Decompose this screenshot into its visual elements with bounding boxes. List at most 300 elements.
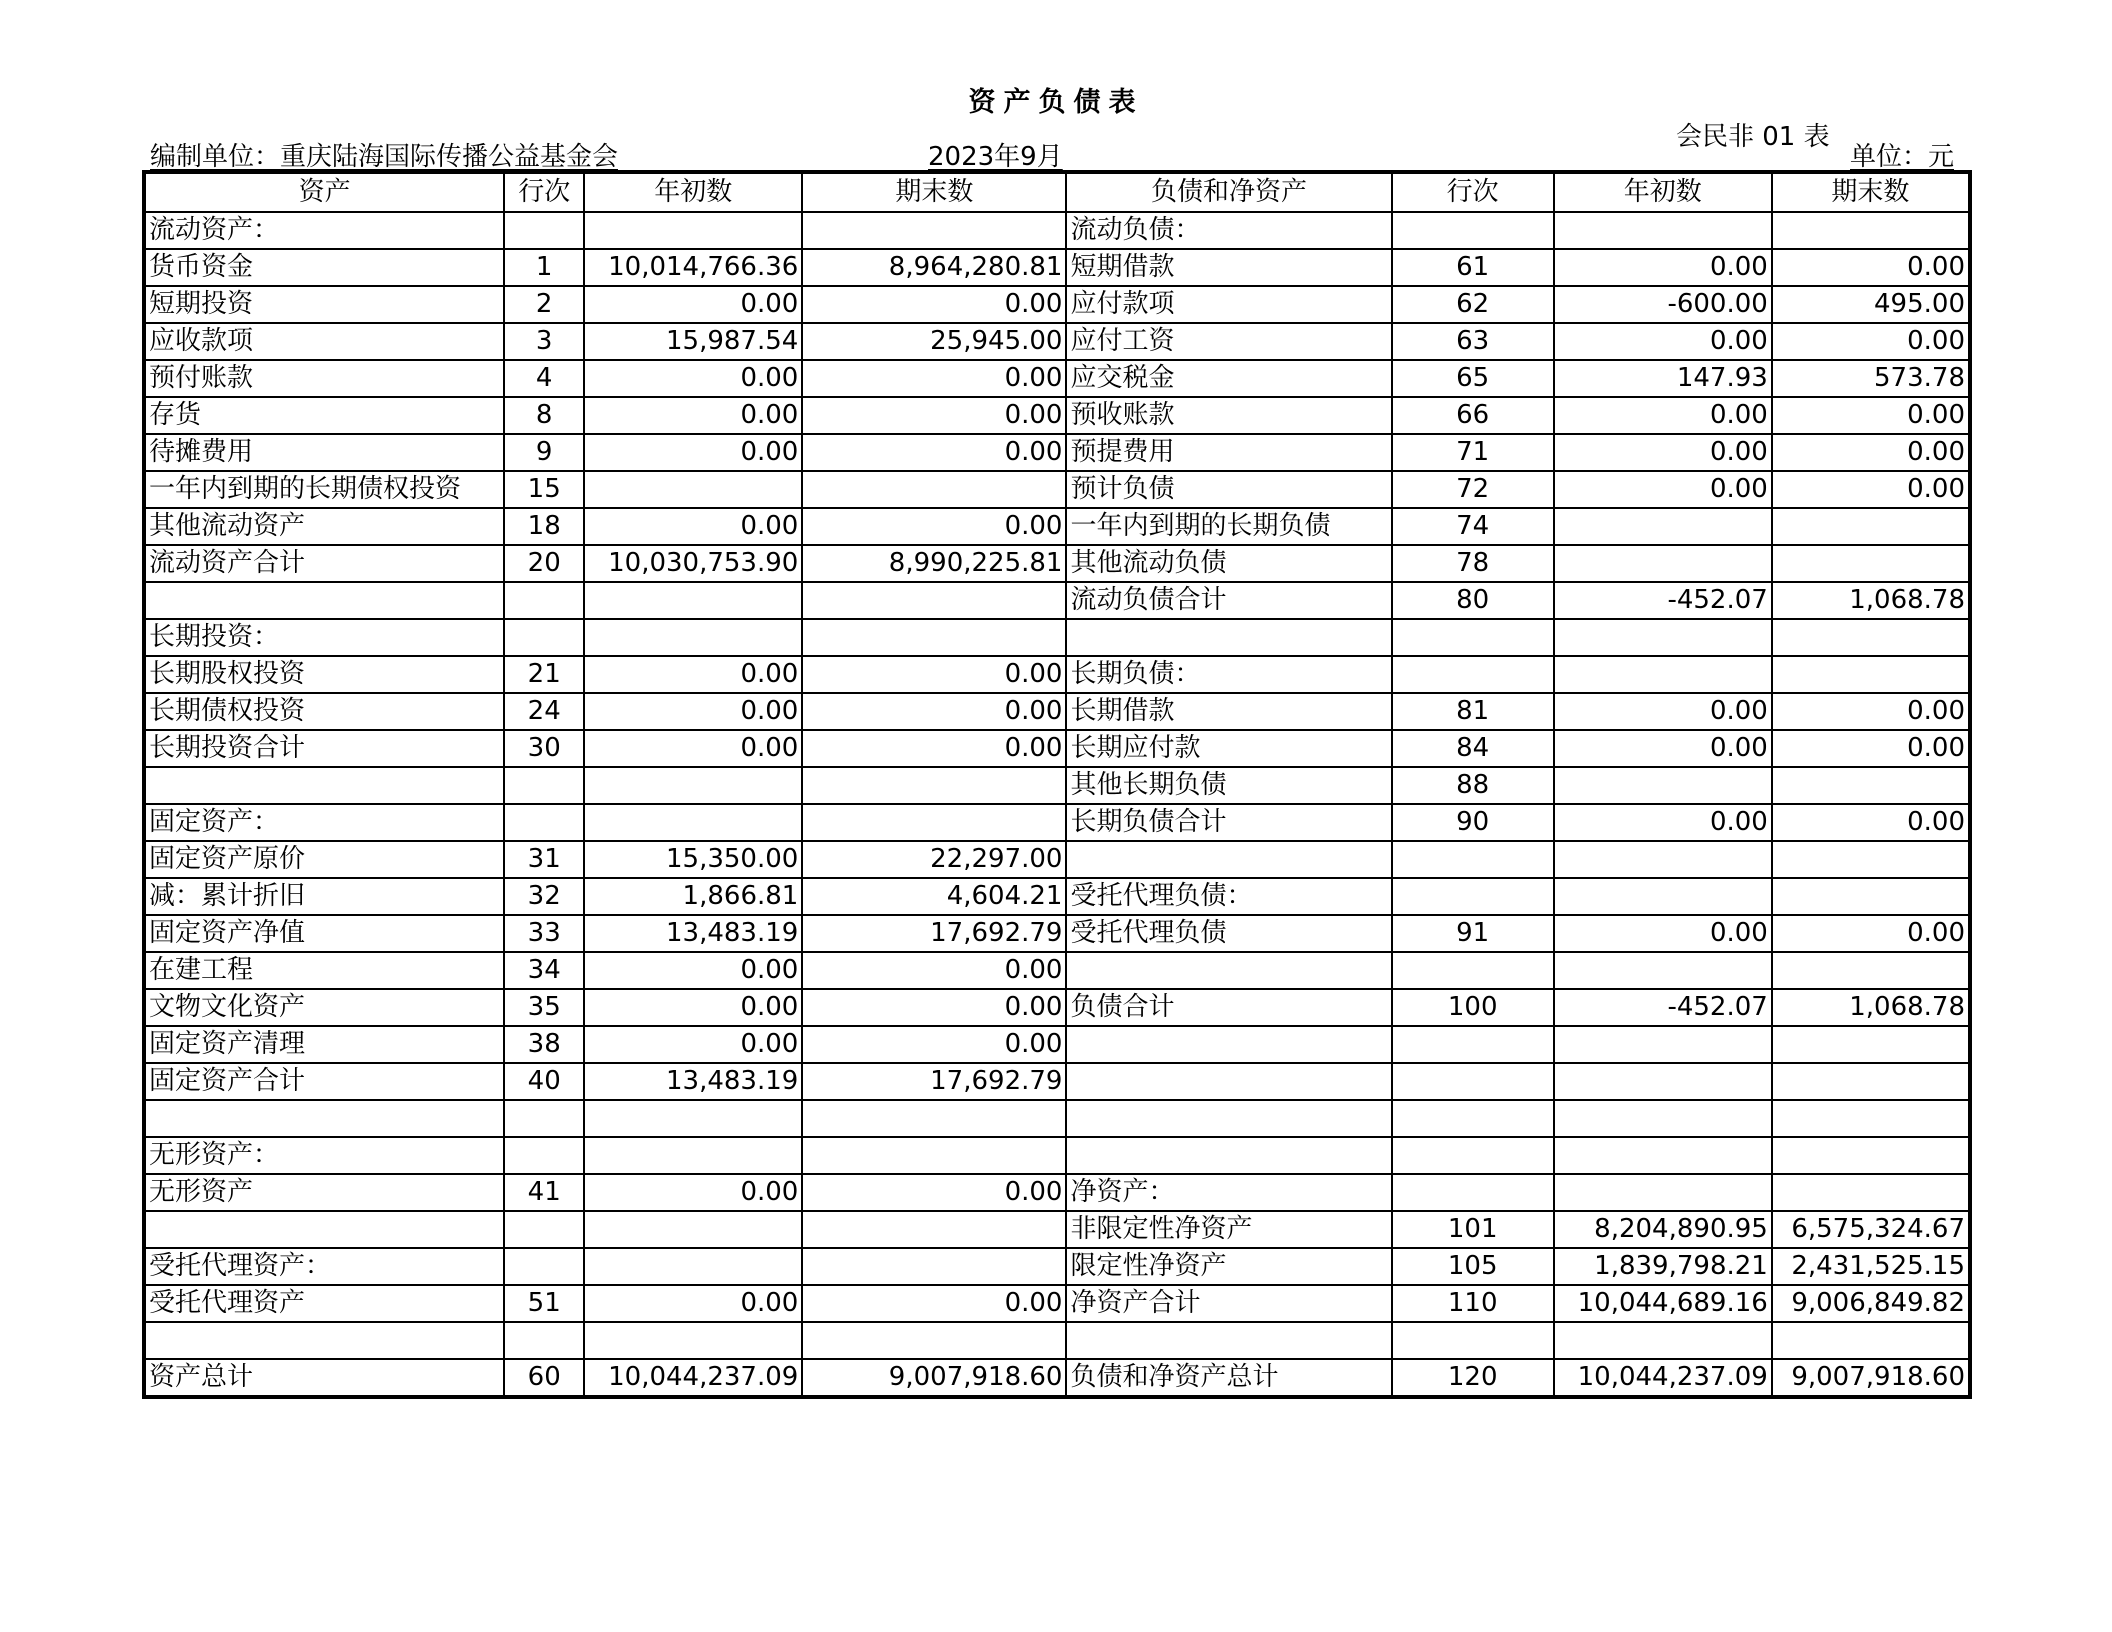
liability-name: 应交税金: [1066, 360, 1391, 397]
liability-line-no: [1392, 952, 1554, 989]
asset-begin-value: 10,014,766.36: [584, 249, 802, 286]
liability-line-no: 80: [1392, 582, 1554, 619]
table-row: [144, 1174, 1970, 1211]
table-row: [144, 915, 1970, 952]
liability-end-value: [1772, 1137, 1970, 1174]
asset-name: 固定资产原价: [144, 841, 504, 878]
asset-name: 受托代理资产: [144, 1285, 504, 1322]
liability-name: 其他长期负债: [1066, 767, 1391, 804]
table-row: [144, 360, 1970, 397]
asset-name: 长期投资合计: [144, 730, 504, 767]
liability-end-value: 0.00: [1772, 915, 1970, 952]
asset-begin-value: [584, 471, 802, 508]
asset-end-value: [802, 804, 1066, 841]
asset-line-no: 41: [504, 1174, 584, 1211]
asset-name: 固定资产合计: [144, 1063, 504, 1100]
liability-line-no: 120: [1392, 1359, 1554, 1397]
asset-line-no: [504, 1211, 584, 1248]
asset-end-value: [802, 619, 1066, 656]
asset-name: 其他流动资产: [144, 508, 504, 545]
liability-line-no: [1392, 1026, 1554, 1063]
liability-end-value: 6,575,324.67: [1772, 1211, 1970, 1248]
asset-end-value: 0.00: [802, 989, 1066, 1026]
liability-end-value: 0.00: [1772, 471, 1970, 508]
table-row: [144, 804, 1970, 841]
liability-end-value: 9,006,849.82: [1772, 1285, 1970, 1322]
asset-end-value: [802, 1248, 1066, 1285]
table-row: [144, 989, 1970, 1026]
table-row: [144, 212, 1970, 249]
liability-end-value: [1772, 1174, 1970, 1211]
liability-name: 负债和净资产总计: [1066, 1359, 1391, 1397]
liability-name: [1066, 619, 1391, 656]
balance-sheet-table: [142, 170, 1972, 1399]
liability-begin-value: 10,044,237.09: [1554, 1359, 1772, 1397]
liability-name: 短期借款: [1066, 249, 1391, 286]
liability-name: 长期负债合计: [1066, 804, 1391, 841]
asset-line-no: [504, 767, 584, 804]
asset-line-no: 15: [504, 471, 584, 508]
asset-begin-value: 0.00: [584, 360, 802, 397]
table-row: [144, 545, 1970, 582]
liability-name: 流动负债合计: [1066, 582, 1391, 619]
liability-begin-value: 1,839,798.21: [1554, 1248, 1772, 1285]
asset-begin-value: 10,044,237.09: [584, 1359, 802, 1397]
asset-begin-value: [584, 1322, 802, 1359]
header-row: [144, 172, 1970, 212]
liability-end-value: 0.00: [1772, 323, 1970, 360]
liability-line-no: [1392, 656, 1554, 693]
liability-name: 预计负债: [1066, 471, 1391, 508]
liability-line-no: 101: [1392, 1211, 1554, 1248]
liability-begin-value: 0.00: [1554, 915, 1772, 952]
asset-line-no: 51: [504, 1285, 584, 1322]
liability-line-no: 88: [1392, 767, 1554, 804]
liability-begin-value: 0.00: [1554, 730, 1772, 767]
asset-name: [144, 767, 504, 804]
liability-end-value: [1772, 508, 1970, 545]
table-row: [144, 397, 1970, 434]
asset-begin-value: 0.00: [584, 952, 802, 989]
asset-name: 存货: [144, 397, 504, 434]
asset-end-value: 0.00: [802, 1285, 1066, 1322]
liability-line-no: 105: [1392, 1248, 1554, 1285]
asset-name: 流动资产：: [144, 212, 504, 249]
liability-line-no: 81: [1392, 693, 1554, 730]
liability-end-value: [1772, 619, 1970, 656]
table-row: [144, 952, 1970, 989]
liability-name: [1066, 841, 1391, 878]
asset-name: 长期投资：: [144, 619, 504, 656]
liability-line-no: 91: [1392, 915, 1554, 952]
liability-begin-value: 0.00: [1554, 693, 1772, 730]
liability-line-no: 78: [1392, 545, 1554, 582]
liability-line-no: 110: [1392, 1285, 1554, 1322]
liability-line-no: [1392, 619, 1554, 656]
table-row: [144, 582, 1970, 619]
liability-begin-value: [1554, 767, 1772, 804]
asset-begin-value: [584, 767, 802, 804]
liability-line-no: 61: [1392, 249, 1554, 286]
liability-name: 流动负债：: [1066, 212, 1391, 249]
table-row: [144, 1211, 1970, 1248]
asset-begin-value: 0.00: [584, 693, 802, 730]
asset-end-value: 0.00: [802, 397, 1066, 434]
liability-line-no: 65: [1392, 360, 1554, 397]
col-header-begin-2: 年初数: [1554, 172, 1772, 212]
asset-begin-value: 15,350.00: [584, 841, 802, 878]
asset-name: 受托代理资产：: [144, 1248, 504, 1285]
asset-name: [144, 582, 504, 619]
col-header-end-2: 期末数: [1772, 172, 1970, 212]
asset-line-no: 21: [504, 656, 584, 693]
liability-line-no: [1392, 841, 1554, 878]
liability-line-no: 84: [1392, 730, 1554, 767]
liability-name: 预提费用: [1066, 434, 1391, 471]
form-number: 会民非 01 表: [1676, 122, 1830, 152]
table-row: [144, 249, 1970, 286]
asset-end-value: 0.00: [802, 952, 1066, 989]
liability-line-no: [1392, 1322, 1554, 1359]
asset-line-no: 32: [504, 878, 584, 915]
asset-line-no: 4: [504, 360, 584, 397]
liability-line-no: 66: [1392, 397, 1554, 434]
liability-line-no: 100: [1392, 989, 1554, 1026]
liability-begin-value: 10,044,689.16: [1554, 1285, 1772, 1322]
asset-end-value: [802, 1137, 1066, 1174]
liability-name: [1066, 1137, 1391, 1174]
liability-end-value: 0.00: [1772, 249, 1970, 286]
liability-line-no: [1392, 878, 1554, 915]
asset-begin-value: 0.00: [584, 1285, 802, 1322]
liability-begin-value: [1554, 545, 1772, 582]
col-header-line-2: 行次: [1392, 172, 1554, 212]
asset-name: 无形资产：: [144, 1137, 504, 1174]
table-row: [144, 1100, 1970, 1137]
table-row: [144, 1248, 1970, 1285]
liability-end-value: 2,431,525.15: [1772, 1248, 1970, 1285]
asset-begin-value: [584, 1211, 802, 1248]
liability-begin-value: -452.07: [1554, 582, 1772, 619]
asset-end-value: 17,692.79: [802, 915, 1066, 952]
col-header-asset: 资产: [144, 172, 504, 212]
liability-end-value: 1,068.78: [1772, 989, 1970, 1026]
asset-name: 无形资产: [144, 1174, 504, 1211]
table-row: [144, 878, 1970, 915]
asset-begin-value: 0.00: [584, 656, 802, 693]
table-row: [144, 508, 1970, 545]
liability-line-no: 72: [1392, 471, 1554, 508]
asset-line-no: 8: [504, 397, 584, 434]
asset-line-no: 9: [504, 434, 584, 471]
asset-line-no: 18: [504, 508, 584, 545]
liability-begin-value: [1554, 952, 1772, 989]
col-header-liabilities: 负债和净资产: [1066, 172, 1391, 212]
report-period: 2023年9月: [928, 142, 1063, 172]
asset-end-value: 0.00: [802, 693, 1066, 730]
asset-end-value: 0.00: [802, 730, 1066, 767]
liability-name: 受托代理负债：: [1066, 878, 1391, 915]
asset-line-no: [504, 804, 584, 841]
asset-begin-value: 0.00: [584, 397, 802, 434]
table-row: [144, 286, 1970, 323]
asset-name: 固定资产清理: [144, 1026, 504, 1063]
asset-begin-value: [584, 582, 802, 619]
liability-end-value: [1772, 878, 1970, 915]
asset-end-value: [802, 471, 1066, 508]
liability-name: 非限定性净资产: [1066, 1211, 1391, 1248]
asset-name: 预付账款: [144, 360, 504, 397]
asset-line-no: 33: [504, 915, 584, 952]
asset-line-no: 31: [504, 841, 584, 878]
liability-name: 应付款项: [1066, 286, 1391, 323]
asset-end-value: 8,964,280.81: [802, 249, 1066, 286]
liability-line-no: [1392, 1174, 1554, 1211]
liability-begin-value: [1554, 1026, 1772, 1063]
liability-name: [1066, 1100, 1391, 1137]
asset-end-value: [802, 1100, 1066, 1137]
liability-name: 长期借款: [1066, 693, 1391, 730]
liability-end-value: 9,007,918.60: [1772, 1359, 1970, 1397]
liability-end-value: 0.00: [1772, 730, 1970, 767]
asset-line-no: [504, 1322, 584, 1359]
liability-name: 限定性净资产: [1066, 1248, 1391, 1285]
table-row: [144, 693, 1970, 730]
asset-name: 流动资产合计: [144, 545, 504, 582]
asset-begin-value: 13,483.19: [584, 915, 802, 952]
liability-begin-value: [1554, 656, 1772, 693]
asset-line-no: 20: [504, 545, 584, 582]
asset-name: 文物文化资产: [144, 989, 504, 1026]
asset-end-value: [802, 767, 1066, 804]
asset-end-value: 0.00: [802, 656, 1066, 693]
liability-name: [1066, 1063, 1391, 1100]
liability-begin-value: 0.00: [1554, 434, 1772, 471]
table-row: [144, 434, 1970, 471]
table-row: [144, 1137, 1970, 1174]
liability-end-value: [1772, 1100, 1970, 1137]
asset-end-value: [802, 582, 1066, 619]
asset-begin-value: [584, 212, 802, 249]
asset-name: 固定资产净值: [144, 915, 504, 952]
liability-begin-value: [1554, 1137, 1772, 1174]
liability-name: 净资产：: [1066, 1174, 1391, 1211]
liability-begin-value: 0.00: [1554, 397, 1772, 434]
asset-line-no: 3: [504, 323, 584, 360]
asset-line-no: 38: [504, 1026, 584, 1063]
asset-line-no: 34: [504, 952, 584, 989]
asset-name: [144, 1211, 504, 1248]
asset-begin-value: [584, 1248, 802, 1285]
asset-end-value: 0.00: [802, 1174, 1066, 1211]
asset-begin-value: 13,483.19: [584, 1063, 802, 1100]
liability-begin-value: 147.93: [1554, 360, 1772, 397]
liability-begin-value: 0.00: [1554, 249, 1772, 286]
asset-line-no: [504, 212, 584, 249]
liability-end-value: 1,068.78: [1772, 582, 1970, 619]
asset-end-value: [802, 1211, 1066, 1248]
liability-name: [1066, 1322, 1391, 1359]
asset-end-value: 9,007,918.60: [802, 1359, 1066, 1397]
asset-begin-value: 10,030,753.90: [584, 545, 802, 582]
asset-end-value: 0.00: [802, 1026, 1066, 1063]
liability-end-value: [1772, 212, 1970, 249]
liability-name: 长期应付款: [1066, 730, 1391, 767]
liability-begin-value: [1554, 878, 1772, 915]
asset-name: 资产总计: [144, 1359, 504, 1397]
col-header-begin: 年初数: [584, 172, 802, 212]
currency-unit: 单位：元: [1850, 142, 1955, 172]
liability-begin-value: 0.00: [1554, 323, 1772, 360]
col-header-line: 行次: [504, 172, 584, 212]
table-row: [144, 1026, 1970, 1063]
liability-line-no: 90: [1392, 804, 1554, 841]
table-row: [144, 1359, 1970, 1397]
table-row: [144, 1285, 1970, 1322]
asset-end-value: 4,604.21: [802, 878, 1066, 915]
liability-end-value: 0.00: [1772, 434, 1970, 471]
liability-end-value: [1772, 767, 1970, 804]
table-row: [144, 656, 1970, 693]
liability-end-value: [1772, 952, 1970, 989]
liability-line-no: [1392, 1063, 1554, 1100]
liability-end-value: [1772, 1063, 1970, 1100]
asset-end-value: 17,692.79: [802, 1063, 1066, 1100]
liability-name: 长期负债：: [1066, 656, 1391, 693]
asset-name: 待摊费用: [144, 434, 504, 471]
col-header-end: 期末数: [802, 172, 1066, 212]
liability-name: 应付工资: [1066, 323, 1391, 360]
liability-end-value: 0.00: [1772, 804, 1970, 841]
table-body: [144, 212, 1970, 1397]
asset-begin-value: 0.00: [584, 434, 802, 471]
liability-begin-value: 0.00: [1554, 471, 1772, 508]
asset-begin-value: 0.00: [584, 1026, 802, 1063]
asset-begin-value: [584, 619, 802, 656]
asset-line-no: 35: [504, 989, 584, 1026]
liability-name: 受托代理负债: [1066, 915, 1391, 952]
liability-name: 一年内到期的长期负债: [1066, 508, 1391, 545]
liability-name: 净资产合计: [1066, 1285, 1391, 1322]
liability-begin-value: [1554, 1100, 1772, 1137]
liability-begin-value: [1554, 619, 1772, 656]
liability-line-no: [1392, 212, 1554, 249]
asset-name: [144, 1100, 504, 1137]
liability-begin-value: [1554, 1174, 1772, 1211]
asset-line-no: 24: [504, 693, 584, 730]
asset-name: 货币资金: [144, 249, 504, 286]
liability-line-no: [1392, 1137, 1554, 1174]
asset-name: 减：累计折旧: [144, 878, 504, 915]
asset-end-value: 22,297.00: [802, 841, 1066, 878]
table-row: [144, 730, 1970, 767]
liability-end-value: 0.00: [1772, 397, 1970, 434]
asset-end-value: 0.00: [802, 286, 1066, 323]
liability-end-value: [1772, 1322, 1970, 1359]
asset-begin-value: 15,987.54: [584, 323, 802, 360]
asset-line-no: [504, 619, 584, 656]
asset-end-value: 0.00: [802, 434, 1066, 471]
asset-line-no: 30: [504, 730, 584, 767]
liability-name: 负债合计: [1066, 989, 1391, 1026]
asset-end-value: 25,945.00: [802, 323, 1066, 360]
asset-name: 固定资产：: [144, 804, 504, 841]
table-row: [144, 841, 1970, 878]
liability-begin-value: [1554, 212, 1772, 249]
asset-name: 在建工程: [144, 952, 504, 989]
liability-end-value: [1772, 841, 1970, 878]
organization-label: 编制单位：重庆陆海国际传播公益基金会: [150, 142, 619, 172]
liability-begin-value: [1554, 1322, 1772, 1359]
liability-name: [1066, 952, 1391, 989]
asset-line-no: [504, 582, 584, 619]
liability-end-value: [1772, 1026, 1970, 1063]
asset-name: 长期债权投资: [144, 693, 504, 730]
asset-begin-value: 0.00: [584, 989, 802, 1026]
asset-begin-value: [584, 1100, 802, 1137]
asset-begin-value: 1,866.81: [584, 878, 802, 915]
asset-line-no: [504, 1248, 584, 1285]
liability-name: [1066, 1026, 1391, 1063]
liability-line-no: 62: [1392, 286, 1554, 323]
liability-line-no: 74: [1392, 508, 1554, 545]
liability-begin-value: -600.00: [1554, 286, 1772, 323]
liability-line-no: 63: [1392, 323, 1554, 360]
liability-begin-value: [1554, 1063, 1772, 1100]
liability-end-value: 0.00: [1772, 693, 1970, 730]
liability-begin-value: [1554, 841, 1772, 878]
liability-end-value: 573.78: [1772, 360, 1970, 397]
table-row: [144, 323, 1970, 360]
table-row: [144, 619, 1970, 656]
asset-end-value: 8,990,225.81: [802, 545, 1066, 582]
liability-line-no: 71: [1392, 434, 1554, 471]
table-row: [144, 471, 1970, 508]
asset-name: [144, 1322, 504, 1359]
asset-begin-value: 0.00: [584, 730, 802, 767]
table-row: [144, 1322, 1970, 1359]
asset-begin-value: [584, 1137, 802, 1174]
asset-end-value: [802, 212, 1066, 249]
liability-begin-value: -452.07: [1554, 989, 1772, 1026]
asset-line-no: [504, 1100, 584, 1137]
asset-begin-value: 0.00: [584, 1174, 802, 1211]
report-title: 资产负债表: [968, 87, 1144, 118]
asset-line-no: 2: [504, 286, 584, 323]
asset-line-no: 1: [504, 249, 584, 286]
asset-end-value: [802, 1322, 1066, 1359]
liability-name: 其他流动负债: [1066, 545, 1391, 582]
asset-name: 应收款项: [144, 323, 504, 360]
liability-end-value: [1772, 656, 1970, 693]
liability-name: 预收账款: [1066, 397, 1391, 434]
liability-begin-value: [1554, 508, 1772, 545]
liability-line-no: [1392, 1100, 1554, 1137]
asset-line-no: 60: [504, 1359, 584, 1397]
liability-begin-value: 0.00: [1554, 804, 1772, 841]
asset-line-no: 40: [504, 1063, 584, 1100]
asset-name: 长期股权投资: [144, 656, 504, 693]
asset-end-value: 0.00: [802, 508, 1066, 545]
asset-line-no: [504, 1137, 584, 1174]
liability-begin-value: 8,204,890.95: [1554, 1211, 1772, 1248]
asset-name: 一年内到期的长期债权投资: [144, 471, 504, 508]
liability-end-value: 495.00: [1772, 286, 1970, 323]
liability-end-value: [1772, 545, 1970, 582]
asset-name: 短期投资: [144, 286, 504, 323]
asset-end-value: 0.00: [802, 360, 1066, 397]
table-row: [144, 1063, 1970, 1100]
